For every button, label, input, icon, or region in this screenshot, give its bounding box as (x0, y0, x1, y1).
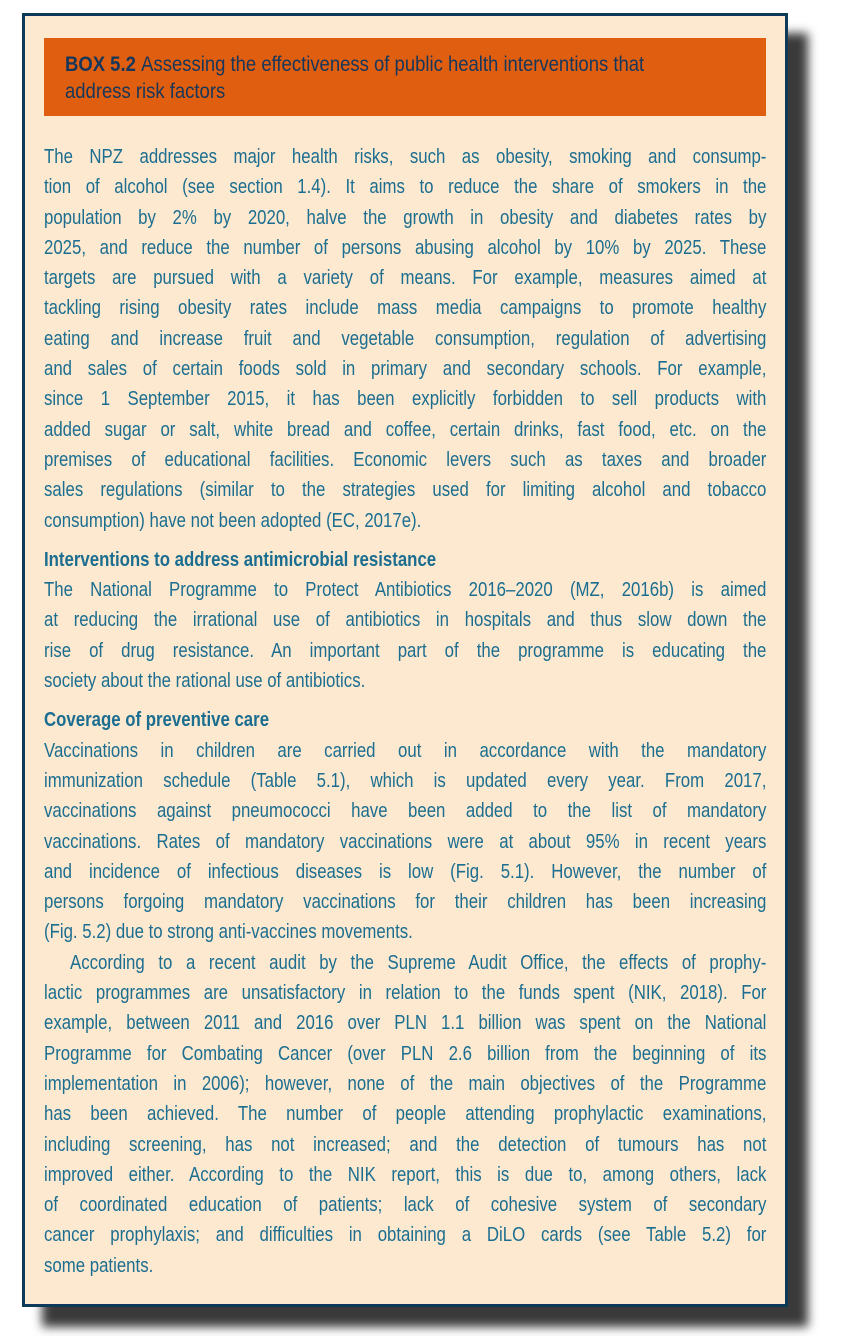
text-line: and incidence of infectious diseases is low (Fig. 5.1). However, the number of (44, 860, 767, 883)
text-line: Programme for Combating Cancer (over PLN 2.6 billion from the beginning of its (44, 1042, 767, 1065)
text-line: population by 2% by 2020, halve the growth in obesity and diabetes rates by (44, 206, 767, 229)
box-number: BOX 5.2 (65, 53, 136, 76)
text-line: some patients. (44, 1254, 154, 1277)
text-line: added sugar or salt, white bread and coffee, certain drinks, fast food, etc. on the (44, 418, 767, 441)
text-line: sales regulations (similar to the strategies used for limiting alcohol and tobacco (44, 479, 767, 502)
text-line: tion of alcohol (see section 1.4). It aims to reduce the share of smokers in the (44, 176, 767, 199)
text-line: vaccinations. Rates of mandatory vaccinations were at about 95% in recent years (44, 830, 767, 853)
text-line: society about the rational use of antibiotics. (44, 670, 366, 693)
section-antimicrobial (44, 545, 766, 696)
text-line: including screening, has not increased; and the detection of tumours has not (44, 1133, 767, 1156)
text-line: 2025, and reduce the number of persons abusing alcohol by 10% by 2025. These (44, 236, 767, 259)
text-line: eating and increase fruit and vegetable consumption, regulation of advertising (44, 327, 767, 350)
text-line: of coordinated education of patients; lack of cohesive system of secondary (44, 1194, 767, 1217)
text-line: (Fig. 5.2) due to strong anti-vaccines movements. (44, 921, 413, 944)
text-line: consumption) have not been adopted (EC, 2017e). (44, 509, 422, 532)
text-line: example, between 2011 and 2016 over PLN 1.1 billion was spent on the National (44, 1012, 767, 1035)
text-line: improved either. According to the NIK report, this is due to, among others, lack (44, 1163, 767, 1186)
section-heading: Coverage of preventive care (44, 709, 270, 732)
text-line: persons forgoing mandatory vaccinations for their children has been increasing (44, 891, 767, 914)
box-title-line1: Assessing the effectiveness of public health interventions that (141, 53, 645, 76)
text-line: premises of educational facilities. Economic levers such as taxes and broader (44, 448, 767, 471)
text-line: targets are pursued with a variety of means. For example, measures aimed at (44, 267, 767, 290)
text-line: lactic programmes are unsatisfactory in relation to the funds spent (NIK, 2018). For (44, 982, 767, 1005)
text-line: has been achieved. The number of people attending prophylactic examinations, (44, 1103, 767, 1126)
text-line: vaccinations against pneumococci have been added to the list of mandatory (44, 800, 767, 823)
text-line: since 1 September 2015, it has been explicitly forbidden to sell products with (44, 388, 767, 411)
paragraph-npz (44, 142, 766, 536)
text-line: According to a recent audit by the Supreme Audit Office, the effects of prophy- (70, 951, 767, 974)
text-line: cancer prophylaxis; and difficulties in obtaining a DiLO cards (see Table 5.2) for (44, 1224, 767, 1247)
box-content (44, 142, 766, 1281)
text-line: rise of drug resistance. An important part of the programme is educating the (44, 639, 767, 662)
text-line: at reducing the irrational use of antibiotics in hospitals and thus slow down the (44, 609, 767, 632)
box-title-bar (44, 38, 766, 116)
text-line: implementation in 2006); however, none of the main objectives of the Programme (44, 1072, 767, 1095)
text-line: and sales of certain foods sold in primary and secondary schools. For example, (44, 358, 767, 381)
text-line: Vaccinations in children are carried out in accordance with the mandatory (44, 739, 767, 762)
section-preventive-care (44, 705, 766, 1281)
text-line: The NPZ addresses major health risks, such as obesity, smoking and consump- (44, 146, 767, 168)
box-title-line2: address risk factors (65, 80, 226, 103)
box-5-2 (22, 13, 788, 1307)
text-line: immunization schedule (Table 5.1), which is updated every year. From 2017, (44, 769, 767, 792)
text-line: tackling rising obesity rates include mass media campaigns to promote healthy (44, 297, 767, 320)
text-line: The National Programme to Protect Antibiotics 2016–2020 (MZ, 2016b) is aimed (44, 579, 767, 602)
section-heading: Interventions to address antimicrobial resistance (44, 548, 437, 571)
